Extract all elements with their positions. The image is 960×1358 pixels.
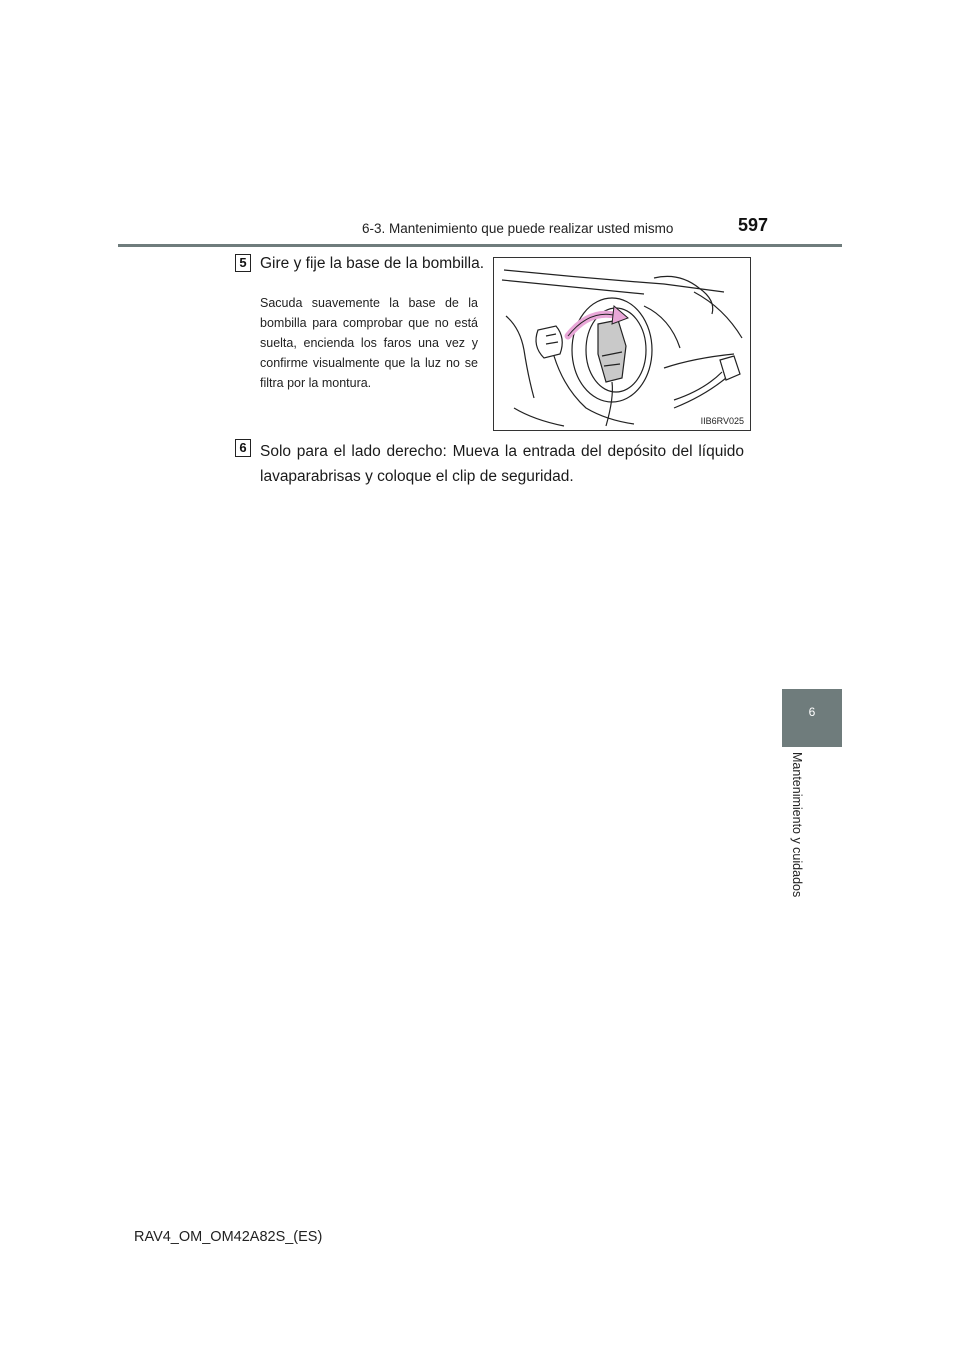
headlight-bulb-illustration bbox=[493, 257, 751, 431]
page-number: 597 bbox=[738, 215, 769, 235]
chapter-tab bbox=[782, 689, 842, 747]
chapter-title: Mantenimiento y cuidados bbox=[790, 752, 804, 898]
step-5-description: Sacuda suavemente la base de la bombilla para comprobar que no está suelta, encienda los faros una vez y confirme visualmente que la luz no se filtra por la montura. bbox=[260, 296, 478, 390]
document-code: RAV4_OM_OM42A82S_(ES) bbox=[134, 1229, 323, 1245]
figure-code: IIB6RV025 bbox=[700, 416, 744, 426]
step-6-number: 6 bbox=[235, 439, 251, 457]
chapter-number: 6 bbox=[808, 705, 816, 719]
bulb-socket-drawing bbox=[494, 258, 750, 430]
step-5-instruction: Gire y fije la base de la bombilla. bbox=[260, 255, 485, 272]
section-title: 6-3. Mantenimiento que puede realizar usted mismo bbox=[362, 221, 674, 236]
step-6-instruction: Solo para el lado derecho: Mueva la entrada del depósito del líquido lavaparabrisas y coloque el clip de seguridad. bbox=[260, 443, 744, 485]
header-rule bbox=[118, 244, 842, 247]
step-5-number: 5 bbox=[235, 254, 251, 272]
